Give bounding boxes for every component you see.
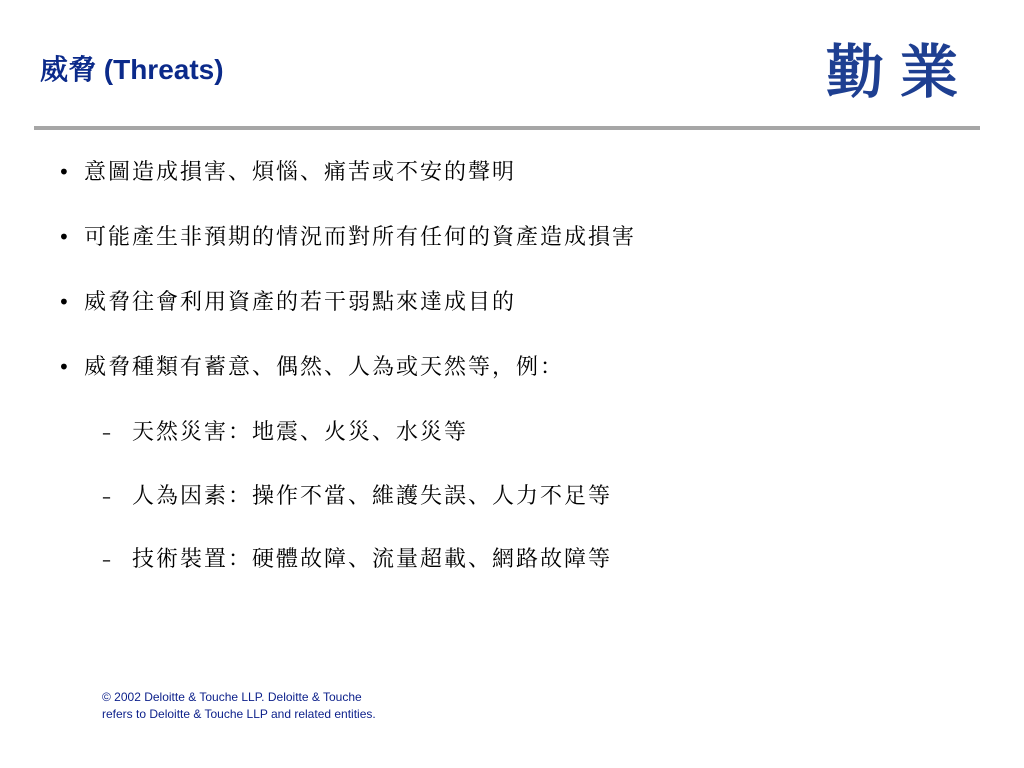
- bullet-marker: •: [58, 160, 72, 184]
- sub-bullet-marker: –: [102, 423, 113, 444]
- bullet-item: [58, 156, 516, 189]
- bullet-text: 威脅種類有蓄意、偶然、人為或天然等，例：: [84, 355, 565, 380]
- bullet-item: [58, 286, 516, 319]
- sub-bullet-text: 天然災害：地震、火災、水災等: [132, 420, 469, 445]
- bullet-marker: •: [58, 290, 72, 314]
- deloitte-logo: 勤業: [826, 38, 975, 106]
- bullet-marker: •: [58, 225, 72, 249]
- bullet-text: 意圖造成損害、煩惱、痛苦或不安的聲明: [84, 160, 517, 185]
- sub-bullet-text: 人為因素：操作不當、維護失誤、人力不足等: [132, 484, 613, 509]
- bullet-text: 可能產生非預期的情況而對所有任何的資產造成損害: [84, 225, 637, 250]
- slide-title: 威脅 (Threats): [40, 54, 224, 85]
- sub-bullet-marker: –: [102, 550, 113, 571]
- sub-bullet-item: [102, 417, 468, 450]
- sub-bullet-item: [102, 481, 612, 514]
- bullet-item: [58, 351, 564, 384]
- title-divider: [34, 126, 980, 130]
- footer-line: refers to Deloitte & Touche LLP and related entities.: [102, 707, 376, 721]
- sub-bullet-text: 技術裝置：硬體故障、流量超載、網路故障等: [132, 547, 613, 572]
- sub-bullet-item: [102, 544, 612, 577]
- copyright-footer: [102, 689, 376, 723]
- footer-line: © 2002 Deloitte & Touche LLP. Deloitte & Touche: [102, 690, 362, 704]
- bullet-text: 威脅往會利用資產的若干弱點來達成目的: [84, 290, 517, 315]
- sub-bullet-marker: –: [102, 487, 113, 508]
- bullet-item: [58, 221, 636, 254]
- bullet-marker: •: [58, 355, 72, 379]
